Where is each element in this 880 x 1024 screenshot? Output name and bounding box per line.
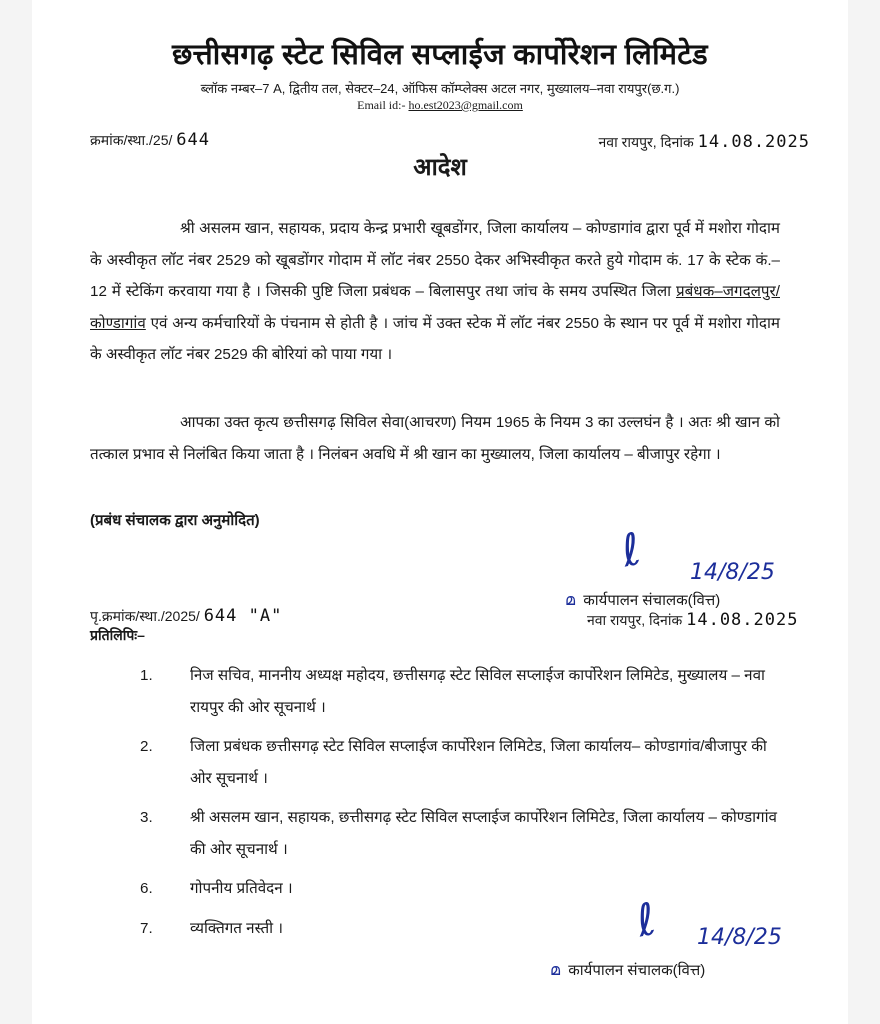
list-item [140,731,790,794]
reference-number [90,130,210,150]
list-item-text: श्री असलम खान, सहायक, छत्तीसगढ़ स्टेट सिविल सप्लाईज कार्पोरेशन लिमिटेड, जिला कार्यालय – कोण्डागांव की ओर सूचनार्थ । [190,809,777,858]
list-item-number: 3. [140,809,153,826]
date-handwritten: 14.08.2025 [697,132,810,152]
list-item-number: 2. [140,738,153,755]
list-item-number: 6. [140,880,153,897]
copy-reference-number [90,606,282,626]
list-item-text: व्यक्तिगत नस्ती । [190,919,284,937]
signatory-designation-2 [550,960,705,980]
organization-email-line [32,98,848,113]
signature-1-date: 14/8/25 [690,560,775,585]
signatory-designation-1 [565,590,720,610]
list-item [140,873,790,905]
list-item-text: जिला प्रबंधक छत्तीसगढ़ स्टेट सिविल सप्लाईज कार्पोरेशन लिमिटेड, जिला कार्यालय– कोण्डागांव/बीजापुर की ओर सूचनार्थ । [190,738,767,787]
organization-name: छत्तीसगढ़ स्टेट सिविल सप्लाईज कार्पोरेशन लिमिटेड [172,39,708,71]
approval-note: (प्रबंध संचालक द्वारा अनुमोदित) [90,512,260,529]
list-item-number: 1. [140,667,153,684]
email-link[interactable]: ho.est2023@gmail.com [408,98,523,112]
para1-text-a: श्री असलम खान, सहायक, प्रदाय केन्द्र प्रभारी खूबडोंगर, जिला कार्यालय – कोण्डागांव द्वारा पूर्व में मशोरा गोदाम के अस्वीकृत लॉट नंबर 2529 को खूबडोंगर गोदाम में लॉट नंबर 2550 देकर अभिस्वीकृत करते हुये गोदाम कं. 17 के स्टेक कं.–12 में स्टेकिंग करवाया गया है । जिसकी पुष्टि जिला प्रबंधक – बिलासपुर तथा जांच के समय उपस्थित जिला [90,220,780,300]
reference-number-handwritten: 644 [176,130,210,150]
order-paragraph-2: आपका उक्त कृत्य छत्तीसगढ़ सिविल सेवा(आचरण) नियम 1965 के नियम 3 का उल्लघंन है । अतः श्री खान को तत्काल प्रभाव से निलंबित किया जाता है । निलंबन अवधि में श्री खान का मुख्यालय, जिला कार्यालय – बीजापुर रहेगा । [90,414,780,463]
document-page [32,0,848,1024]
email-label: Email id:- [357,98,406,112]
list-item-text: निज सचिव, माननीय अध्यक्ष महोदय, छत्तीसगढ़ स्टेट सिविल सप्लाईज कार्पोरेशन लिमिटेड, मुख्यालय – नवा रायपुर की ओर सूचनार्थ । [190,667,765,716]
copy-to-list [140,660,790,952]
reference-prefix: क्रमांक/स्था./25/ [90,132,173,148]
order-date [599,132,810,152]
signature-1-place-date [587,610,798,630]
order-heading: आदेश [413,154,467,181]
list-item [140,913,790,945]
date-handwritten-2: 14.08.2025 [686,610,799,630]
copy-reference-prefix: पृ.क्रमांक/स्था./2025/ [90,608,200,624]
copy-to-label: प्रतिलिपिः– [90,627,145,643]
list-item-number: 7. [140,919,153,937]
date-prefix: नवा रायपुर, दिनांक [598,134,694,150]
designation-2-text: कार्यपालन संचालक(वित्त) [568,962,706,979]
designation-1-text: कार्यपालन संचालक(वित्त) [583,592,721,609]
organization-address: ब्लॉक नम्बर–7 A, द्वितीय तल, सेक्टर–24, ऑफिस कॉम्प्लेक्स अटल नगर, मुख्यालय–नवा रायपुर(छ.ग.) [200,81,680,96]
initial-mark-icon: മ [550,962,561,979]
para1-underlined-text: प्रबंधक–जगदलपुर/कोण्डागांव [90,283,780,332]
date-prefix-2: नवा रायपुर, दिनांक [587,612,683,628]
signature-2-date: 14/8/25 [697,925,782,950]
signature-2-icon: ℓ [631,893,661,948]
list-item [140,802,790,865]
para1-text-b: एवं अन्य कर्मचारियों के पंचनाम से होती है । जांच में उक्त स्टेक में लॉट नंबर 2550 के स्थान पर पूर्व में मशोरा गोदाम के अस्वीकृत लॉट नंबर 2529 की बोरियां को पाया गया । [90,314,780,363]
signature-1-icon: ℓ [616,523,646,578]
list-item [140,660,790,723]
list-item-text: गोपनीय प्रतिवेदन । [190,880,293,897]
copy-reference-handwritten: 644 "A" [203,606,283,626]
initial-mark-icon: മ [565,592,576,609]
order-paragraph-1 [90,213,780,371]
